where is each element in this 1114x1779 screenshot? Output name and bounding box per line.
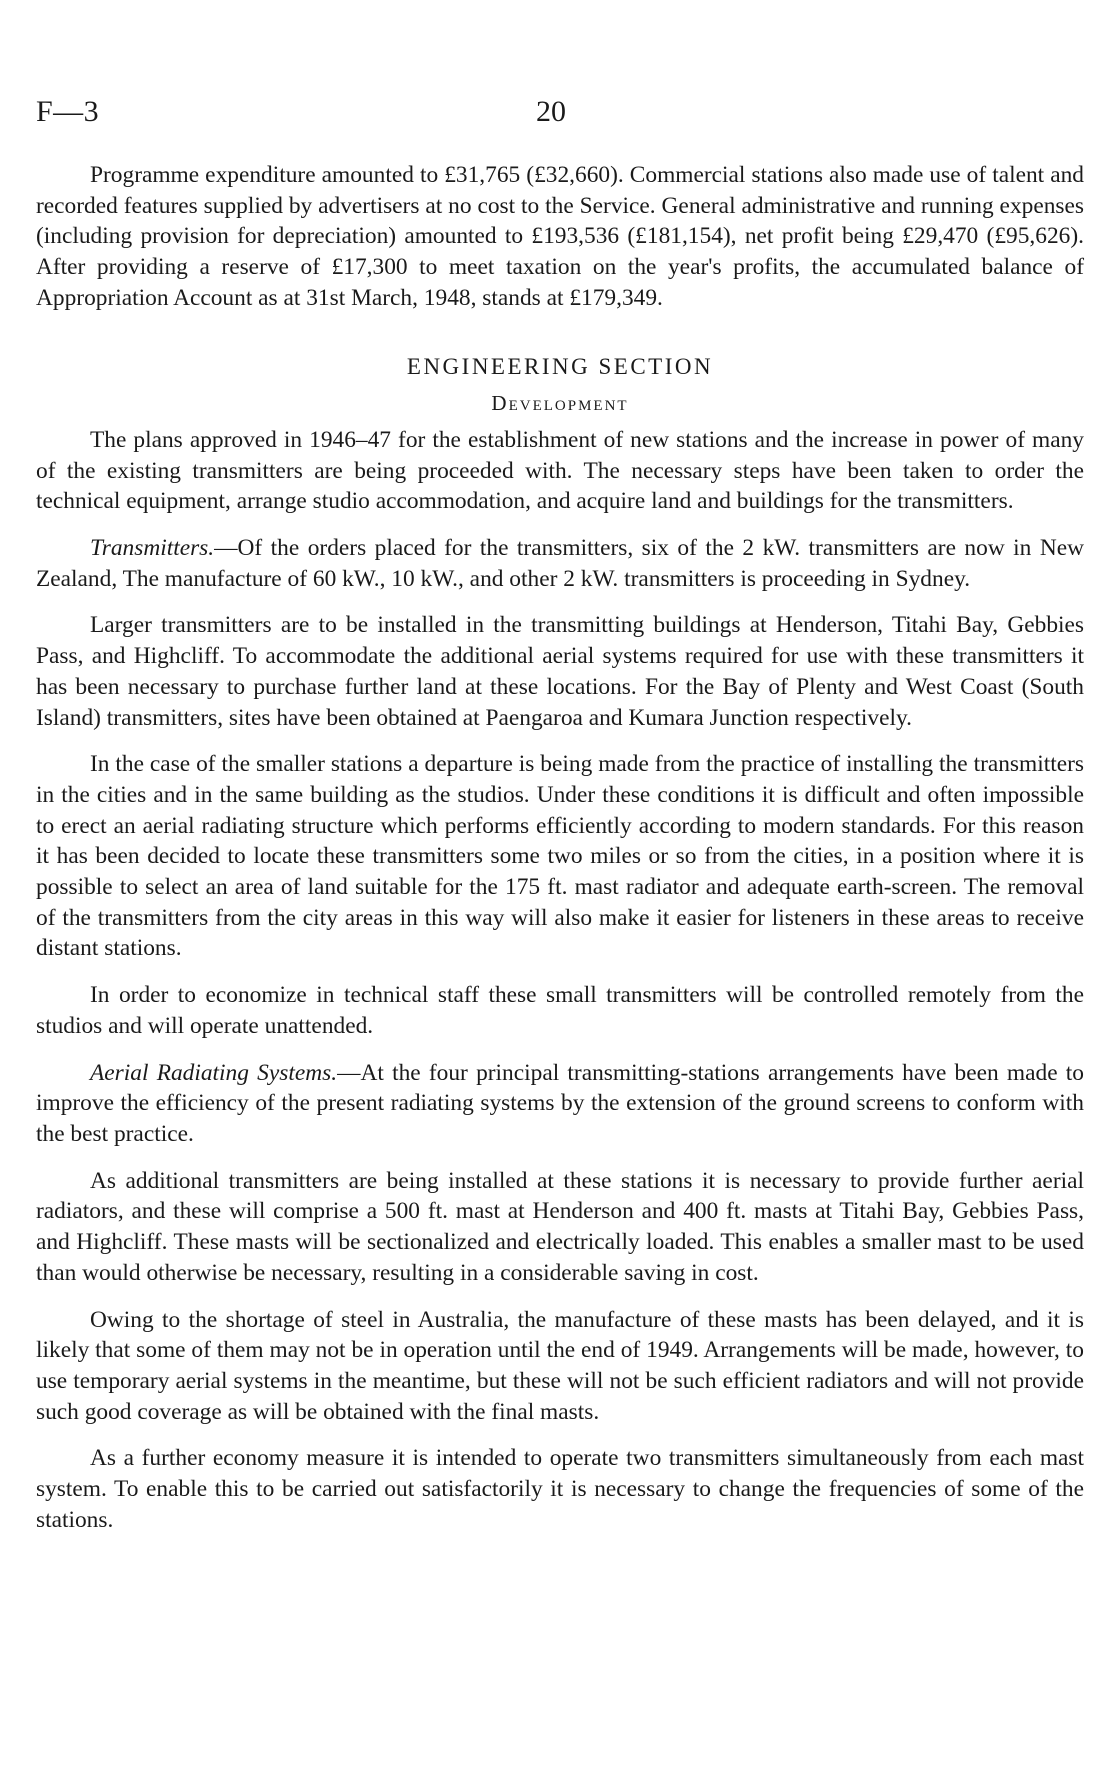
inline-heading-aerial-systems: Aerial Radiating Systems. xyxy=(90,1059,338,1086)
paragraph-smaller-stations: In the case of the smaller stations a departure is being made from the practice of installing the transmitters in the cities and in the same building as the studios. Under these conditions it is difficult and often impossible to erect an aerial radiating structure which performs efficiently according to modern standards. For this reason it has been decided to locate these transmitters some two miles or so from the cities, in a position where it is possible to select an area of land suitable for the 175 ft. mast radiator and adequate earth-screen. The removal of the transmitters from the city areas in this way will also make it easier for listeners in these areas to receive distant stations. xyxy=(36,751,1084,962)
section-title: ENGINEERING SECTION xyxy=(406,353,714,379)
paragraph-aerial-systems-body: —At the four principal transmitting-stations arrangements have been made to improve the efficiency of the present radiating systems by the extension of the ground screens to conform with the best practice. xyxy=(36,1059,1084,1147)
paragraph-development: The plans approved in 1946–47 for the establishment of new stations and the increase in power of many of the existing transmitters are being proceeded with. The necessary steps have been taken to order the technical equipment, arrange studio accommodation, and acquire land and buildings for the transmitters. xyxy=(36,426,1084,515)
paragraph-economy-measure: As a further economy measure it is intended to operate two transmitters simultaneously from each mast system. To enable this to be carried out satisfactorily it is necessary to change the frequencies of some of the stations. xyxy=(36,1445,1084,1533)
page-number: 20 xyxy=(536,95,566,128)
document-page xyxy=(36,0,1084,1779)
subsection-title: Development xyxy=(491,391,629,416)
page-body xyxy=(36,160,1084,1551)
paragraph-steel-shortage: Owing to the shortage of steel in Australia, the manufacture of these masts has been delayed, and it is likely that some of them may not be in operation until the end of 1949. Arrangements will be made, however, to use temporary aerial systems in the meantime, but these will not be such efficient radiators and will not provide such good coverage as will be obtained with the final masts. xyxy=(36,1306,1084,1425)
paragraph-transmitters xyxy=(36,533,1084,594)
paragraph-remote-control: In order to economize in technical staff these small transmitters will be controlled remotely from the studios and will operate unattended. xyxy=(36,982,1084,1039)
paragraph-aerial-radiators: As additional transmitters are being installed at these stations it is necessary to provide further aerial radiators, and these will comprise a 500 ft. mast at Henderson and 400 ft. masts at Titahi Bay, Gebbies Pass, and Highcliff. These masts will be sectionalized and electrically loaded. This enables a smaller mast to be used than would otherwise be necessary, resulting in a considerable saving in cost. xyxy=(36,1167,1084,1286)
inline-heading-transmitters: Transmitters. xyxy=(90,535,215,562)
document-code: F—3 xyxy=(36,95,100,128)
page-header xyxy=(36,0,1084,155)
paragraph-finance: Programme expenditure amounted to £31,765 (£32,660). Commercial stations also made use of talent and recorded features supplied by advertisers at no cost to the Service. General administrative and running expenses (including provision for depreciation) amounted to £193,536 (£181,154), net profit being £29,470 (£95,626). After providing a reserve of £17,300 to meet taxation on the year's profits, the accumulated balance of Appropriation Account as at 31st March, 1948, stands at £179,349. xyxy=(36,162,1084,311)
paragraph-larger-transmitters: Larger transmitters are to be installed in the transmitting buildings at Henderson, Titahi Bay, Gebbies Pass, and Highcliff. To accommodate the additional aerial systems required for use with these transmitters it has been necessary to purchase further land at these locations. For the Bay of Plenty and West Coast (South Island) transmitters, sites have been obtained at Paengaroa and Kumara Junction respectively. xyxy=(36,612,1084,731)
paragraph-aerial-systems xyxy=(36,1058,1084,1150)
paragraph-transmitters-body: —Of the orders placed for the transmitters, six of the 2 kW. transmitters are now in New Zealand, The manufacture of 60 kW., 10 kW., and other 2 kW. transmitters is proceeding in Sydney. xyxy=(36,535,1084,592)
